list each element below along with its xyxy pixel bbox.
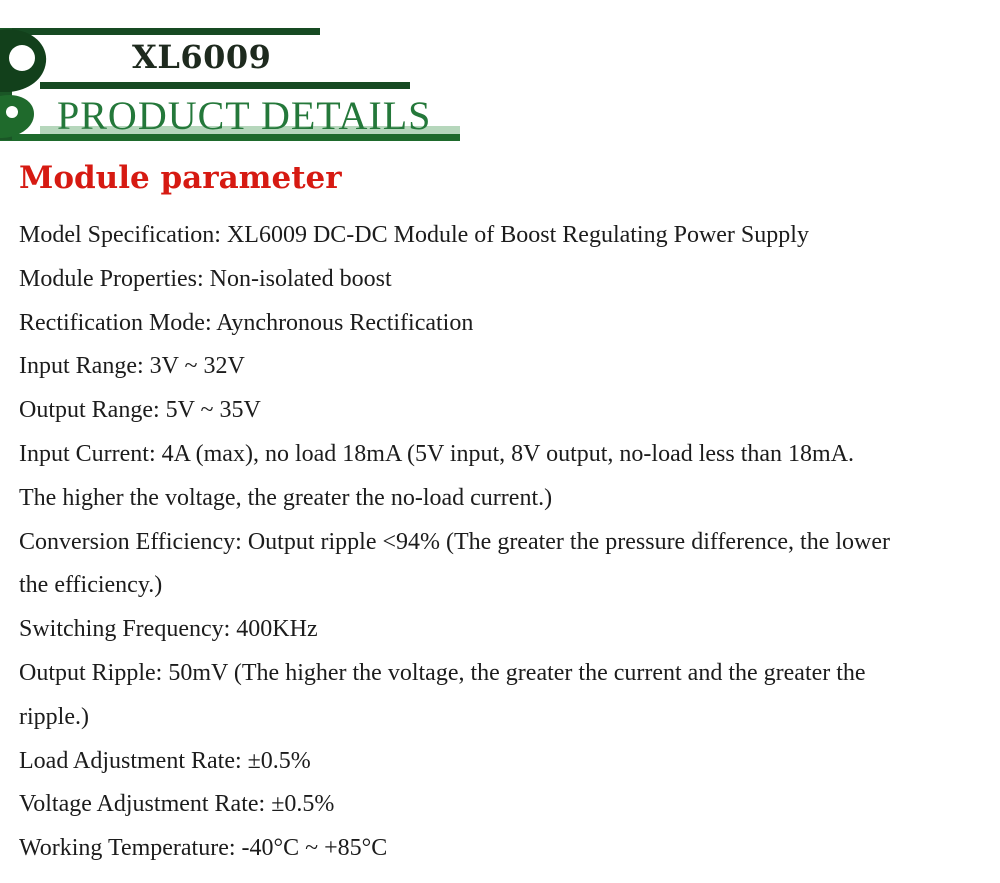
section-heading: Module parameter (19, 160, 342, 196)
param-line: Input Range: 3V ~ 32V (19, 353, 245, 380)
param-line: Input Current: 4A (max), no load 18mA (5V input, 8V output, no-load less than 18mA. (19, 440, 855, 467)
param-line: Voltage Adjustment Rate: ±0.5% (19, 791, 335, 818)
pcb-pad-hole-icon (9, 45, 35, 71)
param-line: Rectification Mode: Aynchronous Rectification (19, 309, 474, 336)
param-line: the efficiency.) (19, 572, 163, 599)
banner-title: PRODUCT DETAILS (57, 93, 432, 138)
parameter-list (19, 214, 994, 871)
param-line: Module Properties: Non-isolated boost (19, 265, 392, 292)
param-line: Output Range: 5V ~ 35V (19, 397, 261, 424)
param-line: Working Temperature: -40°C ~ +85°C (19, 835, 388, 862)
param-line: Switching Frequency: 400KHz (19, 616, 318, 643)
product-details-banner (0, 0, 470, 150)
param-line: The higher the voltage, the greater the no-load current.) (19, 484, 553, 511)
param-line: Output Ripple: 50mV (The higher the voltage, the greater the current and the greater the (19, 659, 866, 686)
param-line: Conversion Efficiency: Output ripple <94% (The greater the pressure difference, the lower (19, 528, 890, 555)
param-line: ripple.) (19, 703, 89, 730)
param-line: Load Adjustment Rate: ±0.5% (19, 747, 311, 774)
model-name: XL6009 (132, 38, 272, 76)
param-line: Model Specification: XL6009 DC-DC Module of Boost Regulating Power Supply (19, 222, 809, 248)
